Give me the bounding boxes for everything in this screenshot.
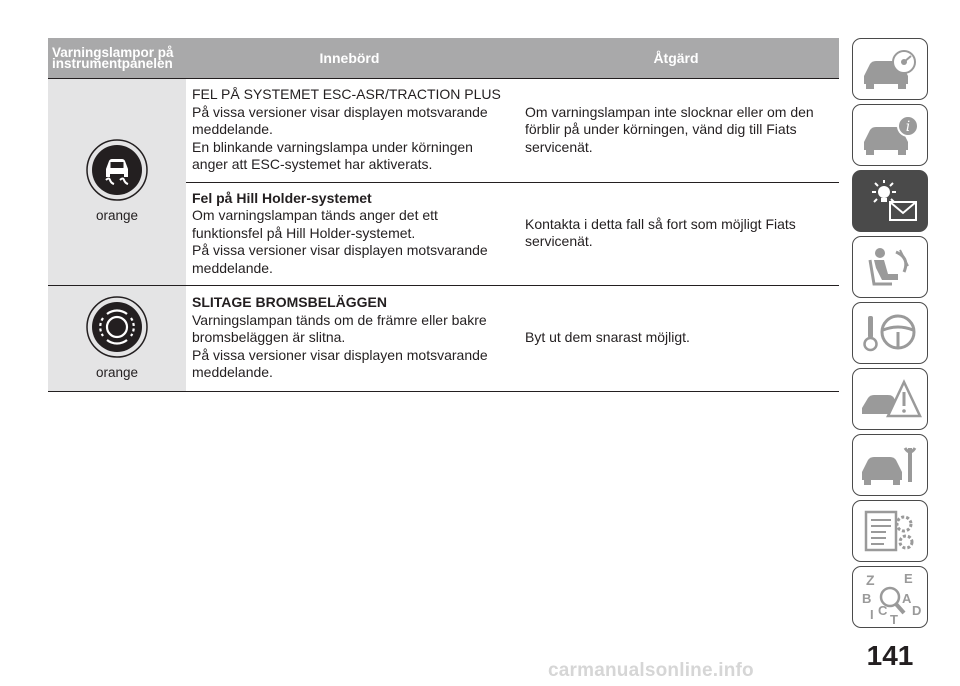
tab-car-maintenance[interactable] [852, 434, 928, 496]
tab-alphabetical-index[interactable] [852, 566, 928, 628]
warning-lamps-table-container [48, 38, 839, 392]
header-meaning: Innebörd [186, 38, 513, 79]
meaning-line: bromsbeläggen är slitna. [192, 329, 346, 346]
action-line: servicenät. [525, 233, 593, 250]
index-letter: T [890, 612, 898, 625]
document-gear-icon [858, 508, 922, 554]
car-warning-triangle-icon [858, 376, 922, 422]
index-letter: D [912, 603, 922, 618]
warning-lamps-table [48, 38, 839, 392]
car-dashboard-icon [858, 46, 922, 92]
header-action: Åtgärd [513, 38, 839, 79]
meaning-line: På vissa versioner visar displayen motsvarande [192, 242, 488, 258]
meaning-line: meddelande. [192, 121, 273, 137]
meaning-cell-hill-holder [186, 182, 513, 286]
svg-text:i: i [905, 119, 911, 135]
meaning-line: En blinkande varningslampa under körningen [192, 138, 473, 155]
action-line: förblir på under körningen, vänd dig till Fiats [525, 121, 797, 137]
tab-car-info[interactable] [852, 104, 928, 166]
table-row [48, 286, 839, 392]
meaning-line: På vissa versioner visar displayen motsvarande [192, 103, 488, 120]
index-letter: C [878, 603, 888, 618]
index-letter: A [902, 591, 912, 606]
meaning-line: meddelande. [192, 259, 273, 276]
meaning-line: anger att ESC-systemet har aktiverats. [192, 156, 433, 172]
action-cell-hill-holder [513, 182, 839, 286]
table-row [48, 79, 839, 183]
meaning-line: Om varningslampan tänds anger det ett [192, 207, 438, 223]
index-letter: E [904, 571, 913, 586]
tab-warning-lights[interactable] [852, 170, 928, 232]
header-lamp-line2: instrumentpanelen [52, 56, 173, 71]
meaning-cell-brake-pads [186, 286, 513, 392]
action-line: Kontakta i detta fall så fort som möjligt Fiats [525, 215, 796, 232]
tab-seat-airbag[interactable] [852, 236, 928, 298]
action-cell-esc [513, 79, 839, 183]
alphabet-index-search-icon [858, 569, 922, 625]
meaning-title: SLITAGE BROMSBELÄGGEN [192, 294, 387, 311]
car-info-icon [858, 112, 922, 158]
steering-wheel-key-icon [858, 310, 922, 356]
meaning-cell-esc [186, 79, 513, 183]
action-line: Om varningslampan inte slocknar eller om den [525, 103, 814, 120]
action-line: Byt ut dem snarast möjligt. [525, 329, 690, 346]
action-cell-brake-pads [513, 286, 839, 392]
lamp-color-label: orange [95, 208, 139, 224]
header-lamp-line1: Varningslampor på [52, 45, 174, 60]
index-letter: B [862, 591, 872, 606]
lamp-color-label: orange [95, 364, 139, 380]
lamp-cell-esc [48, 79, 186, 286]
page-number: 141 [866, 640, 914, 671]
meaning-line: Varningslampan tänds om de främre eller bakre [192, 311, 487, 328]
meaning-title: Fel på Hill Holder-systemet [192, 189, 372, 206]
tab-technical-data[interactable] [852, 500, 928, 562]
header-lamp [48, 38, 186, 79]
meaning-line: funktionsfel på Hill Holder-systemet. [192, 224, 416, 241]
meaning-title: FEL PÅ SYSTEMET ESC-ASR/TRACTION PLUS [192, 86, 501, 102]
table-header-row [48, 38, 839, 79]
tab-car-dashboard[interactable] [852, 38, 928, 100]
seat-airbag-icon [858, 244, 922, 290]
index-letter: Z [866, 572, 875, 588]
lamp-cell-brake-pads [48, 286, 186, 392]
meaning-line: meddelande. [192, 364, 273, 381]
watermark: carmanualsonline.info [548, 660, 754, 681]
index-letter: I [870, 607, 874, 622]
tab-steering-key[interactable] [852, 302, 928, 364]
warning-light-message-icon [858, 178, 922, 224]
car-wrench-icon [858, 442, 922, 488]
tab-car-warning[interactable] [852, 368, 928, 430]
meaning-line: På vissa versioner visar displayen motsvarande [192, 346, 488, 363]
action-line: servicenät. [525, 138, 593, 155]
brake-pad-wear-icon [86, 296, 148, 358]
skid-car-esc-icon [86, 139, 148, 201]
